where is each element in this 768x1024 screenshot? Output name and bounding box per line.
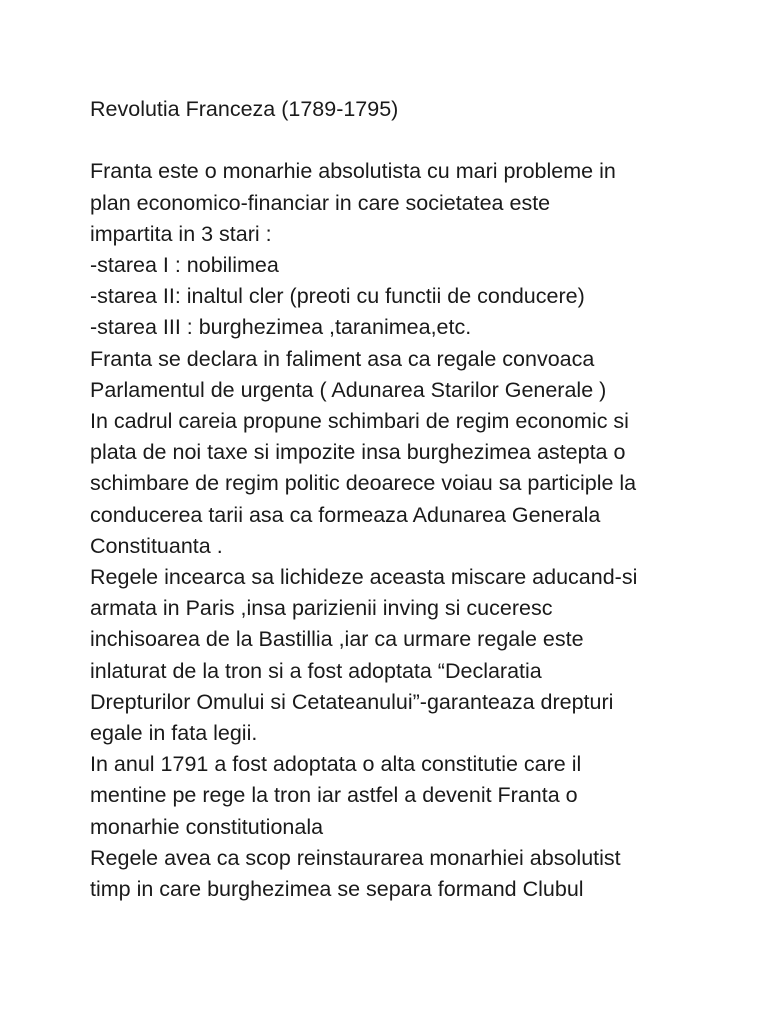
text-line: inchisoarea de la Bastillia ,iar ca urmare regale este bbox=[90, 627, 584, 652]
text-line: In anul 1791 a fost adoptata o alta constitutie care il bbox=[90, 752, 582, 777]
text-line: impartita in 3 stari : bbox=[90, 221, 272, 246]
text-line: monarhie constitutionala bbox=[90, 814, 324, 839]
text-line: mentine pe rege la tron iar astfel a devenit Franta o bbox=[90, 783, 578, 808]
text-line: Regele avea ca scop reinstaurarea monarhiei absolutist bbox=[90, 845, 621, 870]
text-line: In cadrul careia propune schimbari de regim economic si bbox=[90, 409, 629, 434]
text-line: conducerea tarii asa ca formeaza Adunarea Generala bbox=[90, 502, 601, 527]
text-line: egale in fata legii. bbox=[90, 721, 258, 746]
document-title: Revolutia Franceza (1789-1795) bbox=[90, 97, 399, 121]
text-line: timp in care burghezimea se separa formand Clubul bbox=[90, 877, 584, 902]
list-item-starea-1: -starea I : nobilimea bbox=[90, 253, 279, 277]
text-line: Parlamentul de urgenta ( Adunarea Starilor Generale ) bbox=[90, 377, 607, 402]
text-line: armata in Paris ,insa parizienii inving si cuceresc bbox=[90, 596, 553, 621]
text-line: plan economico-financiar in care societatea este bbox=[90, 190, 551, 215]
text-line: Franta se declara in faliment asa ca regale convoaca bbox=[90, 346, 595, 371]
text-line: Constituanta . bbox=[90, 533, 223, 558]
document-body bbox=[90, 94, 710, 905]
text-line: Drepturilor Omului si Cetateanului”-garanteaza drepturi bbox=[90, 689, 614, 714]
text-line: Regele incearca sa lichideze aceasta miscare aducand-si bbox=[90, 565, 638, 590]
text-line: plata de noi taxe si impozite insa burghezimea astepta o bbox=[90, 440, 626, 465]
text-line: schimbare de regim politic deoarece voiau sa participle la bbox=[90, 471, 637, 496]
list-item-starea-2: -starea II: inaltul cler (preoti cu functii de conducere) bbox=[90, 284, 585, 309]
text-line: Franta este o monarhie absolutista cu mari probleme in bbox=[90, 159, 616, 184]
text-line: inlaturat de la tron si a fost adoptata “Declaratia bbox=[90, 658, 542, 683]
list-item-starea-3: -starea III : burghezimea ,taranimea,etc. bbox=[90, 315, 472, 340]
